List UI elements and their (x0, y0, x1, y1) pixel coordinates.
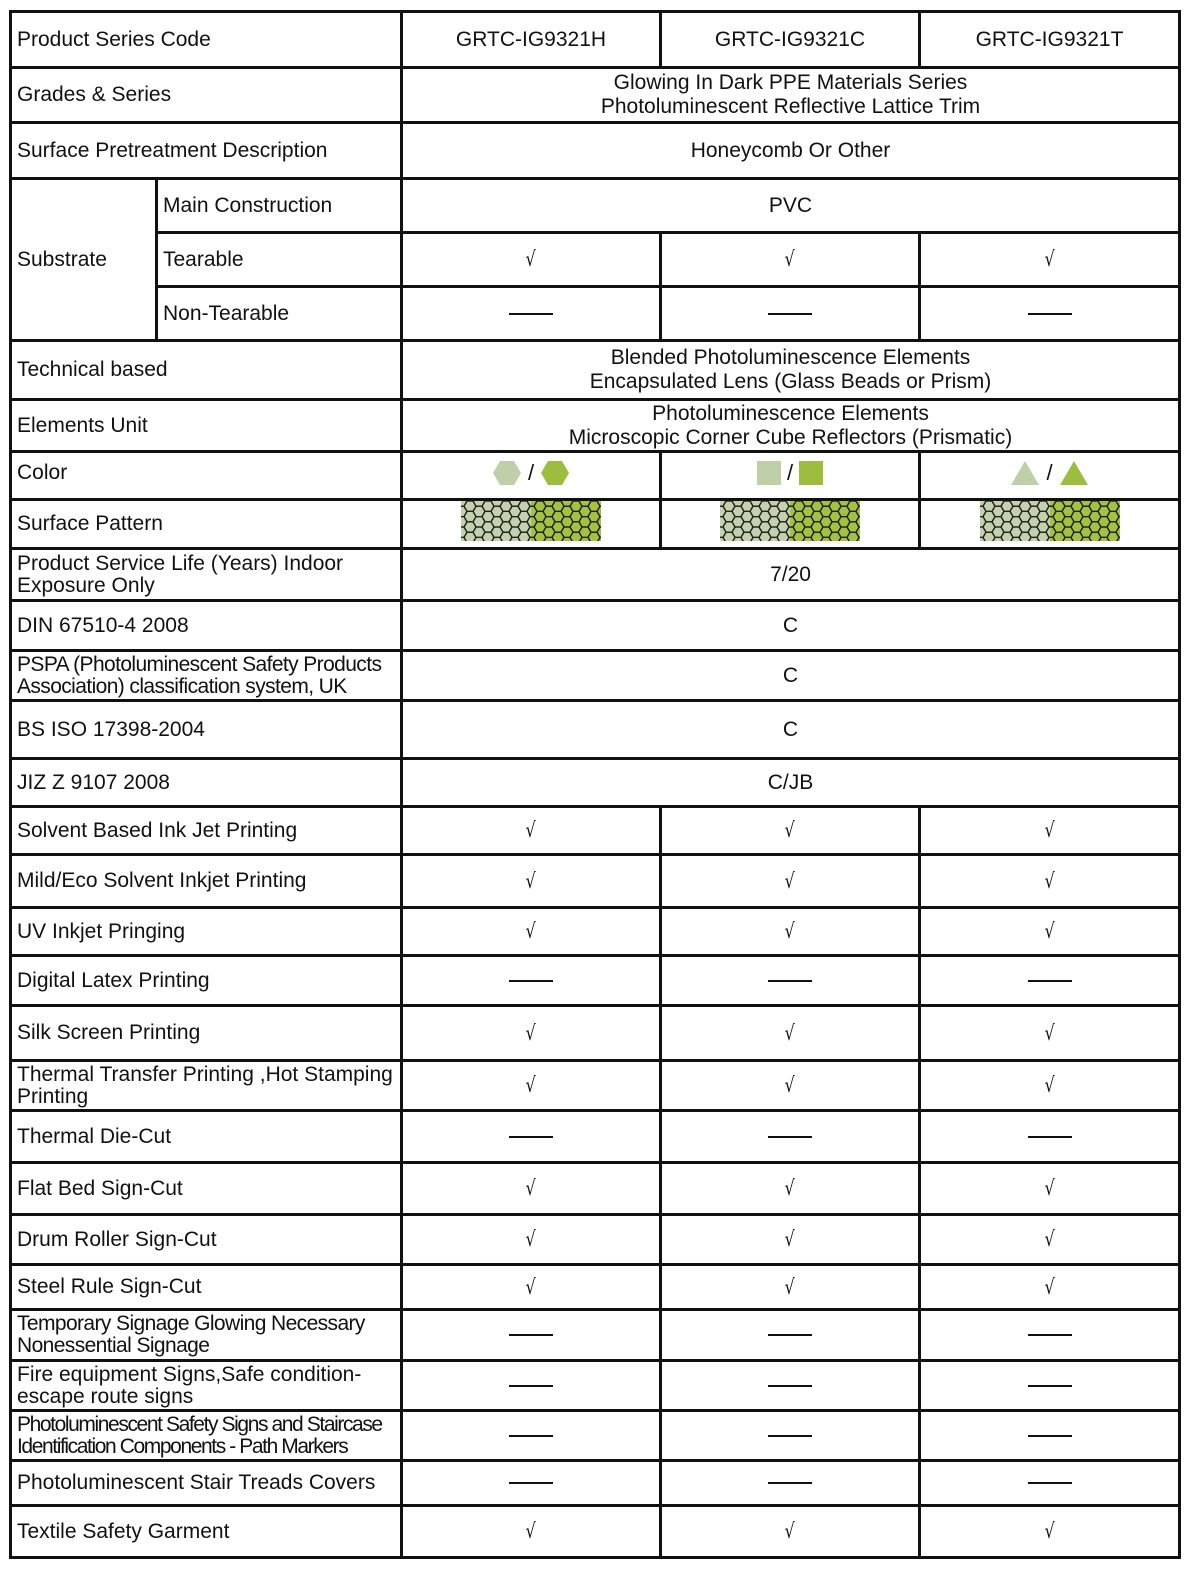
check-icon: √ (784, 818, 796, 842)
elements-line-2: Microscopic Corner Cube Reflectors (Prismatic) (568, 425, 1013, 449)
check-icon: √ (784, 1227, 796, 1251)
check-icon: √ (1044, 1227, 1055, 1251)
check-icon: √ (784, 919, 796, 943)
technical-value (402, 341, 1180, 400)
dash-icon (1028, 1136, 1072, 1138)
check-icon: √ (1044, 919, 1055, 943)
tearable-cell (920, 233, 1180, 287)
capability-cell (402, 807, 661, 855)
row-substrate-non-tearable (11, 287, 1180, 341)
capability-cell (402, 1215, 661, 1265)
elements-line-1: Photoluminescence Elements (652, 401, 929, 425)
check-icon: √ (1044, 868, 1055, 893)
capability-row (11, 908, 1180, 956)
separator: / (527, 459, 535, 485)
capability-cell (661, 1006, 920, 1061)
row-surface-pattern (11, 500, 1180, 549)
dash-icon (1028, 1334, 1072, 1336)
capability-cell (661, 1506, 920, 1558)
jiz-value: C/JB (402, 759, 1180, 807)
row-label: Temporary Signage Glowing Necessary Nonessential Signage (11, 1310, 402, 1361)
row-label: Elements Unit (11, 400, 402, 452)
capability-cell (920, 1061, 1180, 1111)
dash-icon (1028, 980, 1072, 982)
row-label: Steel Rule Sign-Cut (11, 1265, 402, 1310)
check-icon: √ (525, 1020, 537, 1045)
row-label: Thermal Die-Cut (11, 1111, 402, 1163)
hexagon-icon (540, 460, 570, 486)
check-icon: √ (525, 1073, 537, 1097)
dash-icon (509, 1482, 553, 1484)
row-label: Silk Screen Printing (11, 1006, 402, 1061)
row-label: Non-Tearable (157, 287, 402, 341)
dash-icon (768, 313, 812, 315)
capability-cell (661, 908, 920, 956)
check-icon: √ (784, 1073, 796, 1097)
capability-cell (661, 855, 920, 908)
capability-cell (402, 1265, 661, 1310)
capability-cell (920, 1411, 1180, 1461)
non-tearable-cell (661, 287, 920, 341)
capability-cell (920, 1361, 1180, 1411)
capability-row (11, 1111, 1180, 1163)
row-elements (11, 400, 1180, 452)
capability-cell (402, 1461, 661, 1506)
capability-cell (402, 1361, 661, 1411)
capability-cell (402, 1111, 661, 1163)
row-label: Color (11, 452, 402, 500)
check-icon: √ (784, 247, 796, 271)
check-icon: √ (525, 1519, 537, 1543)
check-icon: √ (525, 818, 537, 842)
non-tearable-cell (402, 287, 661, 341)
check-icon: √ (1044, 1073, 1055, 1097)
row-label: Textile Safety Garment (11, 1506, 402, 1558)
check-icon: √ (525, 1176, 537, 1200)
capability-row (11, 1461, 1180, 1506)
capability-row (11, 1506, 1180, 1558)
substrate-label: Substrate (11, 179, 157, 341)
capability-cell (920, 1163, 1180, 1215)
capability-cell (920, 956, 1180, 1006)
capability-row (11, 1265, 1180, 1310)
separator: / (786, 459, 794, 485)
row-label: PSPA (Photoluminescent Safety Products Association) classification system, UK (11, 651, 402, 701)
separator: / (1046, 459, 1053, 485)
check-icon: √ (525, 919, 537, 943)
check-icon: √ (525, 1274, 537, 1299)
row-jiz (11, 759, 1180, 807)
non-tearable-cell (920, 287, 1180, 341)
capability-cell (402, 855, 661, 908)
row-pspa (11, 651, 1180, 701)
row-label: Grades & Series (11, 68, 402, 123)
capability-cell (402, 1061, 661, 1111)
capability-cell (661, 956, 920, 1006)
row-label: Surface Pattern (11, 500, 402, 549)
capability-row (11, 1361, 1180, 1411)
row-label: UV Inkjet Pringing (11, 908, 402, 956)
series-code-t: GRTC-IG9321T (920, 12, 1180, 68)
capability-cell (402, 956, 661, 1006)
row-label: Surface Pretreatment Description (11, 123, 402, 179)
capability-row (11, 1006, 1180, 1061)
row-service-life (11, 549, 1180, 601)
capability-cell (402, 1163, 661, 1215)
capability-cell (402, 908, 661, 956)
dash-icon (768, 980, 812, 982)
series-code-c: GRTC-IG9321C (661, 12, 920, 68)
square-icon (757, 461, 781, 485)
check-icon: √ (525, 247, 537, 271)
elements-value (402, 400, 1180, 452)
dash-icon (768, 1482, 812, 1484)
row-bsiso (11, 701, 1180, 759)
capability-cell (920, 1265, 1180, 1310)
capability-cell (661, 1265, 920, 1310)
row-label: Fire equipment Signs,Safe condition-escape route signs (11, 1361, 402, 1411)
capability-cell (920, 1506, 1180, 1558)
check-icon: √ (784, 1274, 796, 1299)
capability-cell (920, 1111, 1180, 1163)
square-icon (799, 461, 823, 485)
row-label: Photoluminescent Stair Treads Covers (11, 1461, 402, 1506)
row-label: JIZ Z 9107 2008 (11, 759, 402, 807)
din-value: C (402, 601, 1180, 651)
dash-icon (1028, 1385, 1072, 1387)
dash-icon (509, 313, 553, 315)
check-icon: √ (1044, 247, 1055, 271)
honeycomb-pattern-dark (531, 501, 601, 541)
capability-cell (402, 1506, 661, 1558)
row-label: Photoluminescent Safety Signs and Staircase Identification Components - Path Markers (11, 1411, 402, 1461)
grades-value (402, 68, 1180, 123)
capability-row (11, 1215, 1180, 1265)
capability-cell (920, 1215, 1180, 1265)
capability-cell (920, 908, 1180, 956)
capability-cell (661, 1310, 920, 1361)
honeycomb-pattern-light (720, 501, 790, 541)
row-color (11, 452, 1180, 500)
row-label: Thermal Transfer Printing ,Hot Stamping Printing (11, 1061, 402, 1111)
dash-icon (509, 1435, 553, 1437)
dash-icon (509, 1334, 553, 1336)
check-icon: √ (1044, 1020, 1055, 1045)
pretreatment-value: Honeycomb Or Other (402, 123, 1180, 179)
check-icon: √ (525, 1227, 537, 1251)
capability-cell (920, 1006, 1180, 1061)
capability-cell (661, 1461, 920, 1506)
dash-icon (768, 1334, 812, 1336)
color-cell-c (661, 452, 920, 500)
dash-icon (509, 1385, 553, 1387)
hexagon-icon (492, 460, 522, 486)
row-label: Mild/Eco Solvent Inkjet Printing (11, 855, 402, 908)
capability-cell (920, 1461, 1180, 1506)
row-label: Flat Bed Sign-Cut (11, 1163, 402, 1215)
capability-row (11, 1411, 1180, 1461)
tearable-cell (661, 233, 920, 287)
row-label: Product Series Code (11, 12, 402, 68)
pspa-value: C (402, 651, 1180, 701)
row-substrate-main (11, 179, 1180, 233)
color-cell-t (920, 452, 1180, 500)
check-icon: √ (784, 868, 796, 893)
row-label: Solvent Based Ink Jet Printing (11, 807, 402, 855)
check-icon: √ (525, 868, 537, 893)
capability-row (11, 1163, 1180, 1215)
row-technical (11, 341, 1180, 400)
check-icon: √ (784, 1176, 796, 1200)
capability-cell (661, 1163, 920, 1215)
capability-row (11, 807, 1180, 855)
triangle-icon (1010, 460, 1040, 486)
grades-line-2: Photoluminescent Reflective Lattice Trim (600, 95, 981, 118)
capability-cell (920, 1310, 1180, 1361)
row-pretreatment (11, 123, 1180, 179)
bsiso-value: C (402, 701, 1180, 759)
capability-cell (661, 807, 920, 855)
dash-icon (768, 1385, 812, 1387)
row-substrate-tearable (11, 233, 1180, 287)
color-cell-h (402, 452, 661, 500)
capability-row (11, 956, 1180, 1006)
pattern-cell (402, 500, 661, 549)
dash-icon (1028, 313, 1072, 315)
row-label: Main Construction (157, 179, 402, 233)
technical-line-1: Blended Photoluminescence Elements (610, 346, 971, 369)
check-icon: √ (784, 1020, 796, 1045)
honeycomb-pattern-dark (790, 501, 860, 541)
capability-cell (661, 1361, 920, 1411)
check-icon: √ (1044, 1274, 1055, 1299)
pattern-cell (920, 500, 1180, 549)
check-icon: √ (1044, 818, 1055, 842)
check-icon: √ (1044, 1176, 1055, 1200)
row-label: Digital Latex Printing (11, 956, 402, 1006)
capability-cell (402, 1411, 661, 1461)
capability-cell (661, 1111, 920, 1163)
capability-cell (661, 1215, 920, 1265)
row-label: Technical based (11, 341, 402, 400)
capability-cell (402, 1310, 661, 1361)
main-construction-value: PVC (402, 179, 1180, 233)
spec-table (9, 10, 1181, 1559)
dash-icon (1028, 1435, 1072, 1437)
capability-cell (661, 1411, 920, 1461)
honeycomb-pattern-light (461, 501, 531, 541)
row-label: Drum Roller Sign-Cut (11, 1215, 402, 1265)
row-grades (11, 68, 1180, 123)
row-label: Product Service Life (Years) Indoor Exposure Only (11, 549, 402, 601)
capability-cell (661, 1061, 920, 1111)
row-label: Tearable (157, 233, 402, 287)
capability-row (11, 1310, 1180, 1361)
pattern-cell (661, 500, 920, 549)
row-label: DIN 67510-4 2008 (11, 601, 402, 651)
row-label: BS ISO 17398-2004 (11, 701, 402, 759)
dash-icon (768, 1435, 812, 1437)
capability-cell (920, 855, 1180, 908)
capability-row (11, 855, 1180, 908)
check-icon: √ (784, 1519, 796, 1543)
capability-cell (920, 807, 1180, 855)
dash-icon (509, 980, 553, 982)
dash-icon (509, 1136, 553, 1138)
tearable-cell (402, 233, 661, 287)
capability-cell (402, 1006, 661, 1061)
check-icon: √ (1044, 1519, 1055, 1543)
row-product-series-code (11, 12, 1180, 68)
honeycomb-pattern-dark (1050, 501, 1120, 541)
triangle-icon (1059, 460, 1089, 486)
grades-line-1: Glowing In Dark PPE Materials Series (613, 71, 968, 94)
honeycomb-pattern-light (980, 501, 1050, 541)
capability-row (11, 1061, 1180, 1111)
technical-line-2: Encapsulated Lens (Glass Beads or Prism) (589, 370, 992, 393)
dash-icon (1028, 1482, 1072, 1484)
dash-icon (768, 1136, 812, 1138)
row-din (11, 601, 1180, 651)
service-life-value: 7/20 (402, 549, 1180, 601)
series-code-h: GRTC-IG9321H (402, 12, 661, 68)
